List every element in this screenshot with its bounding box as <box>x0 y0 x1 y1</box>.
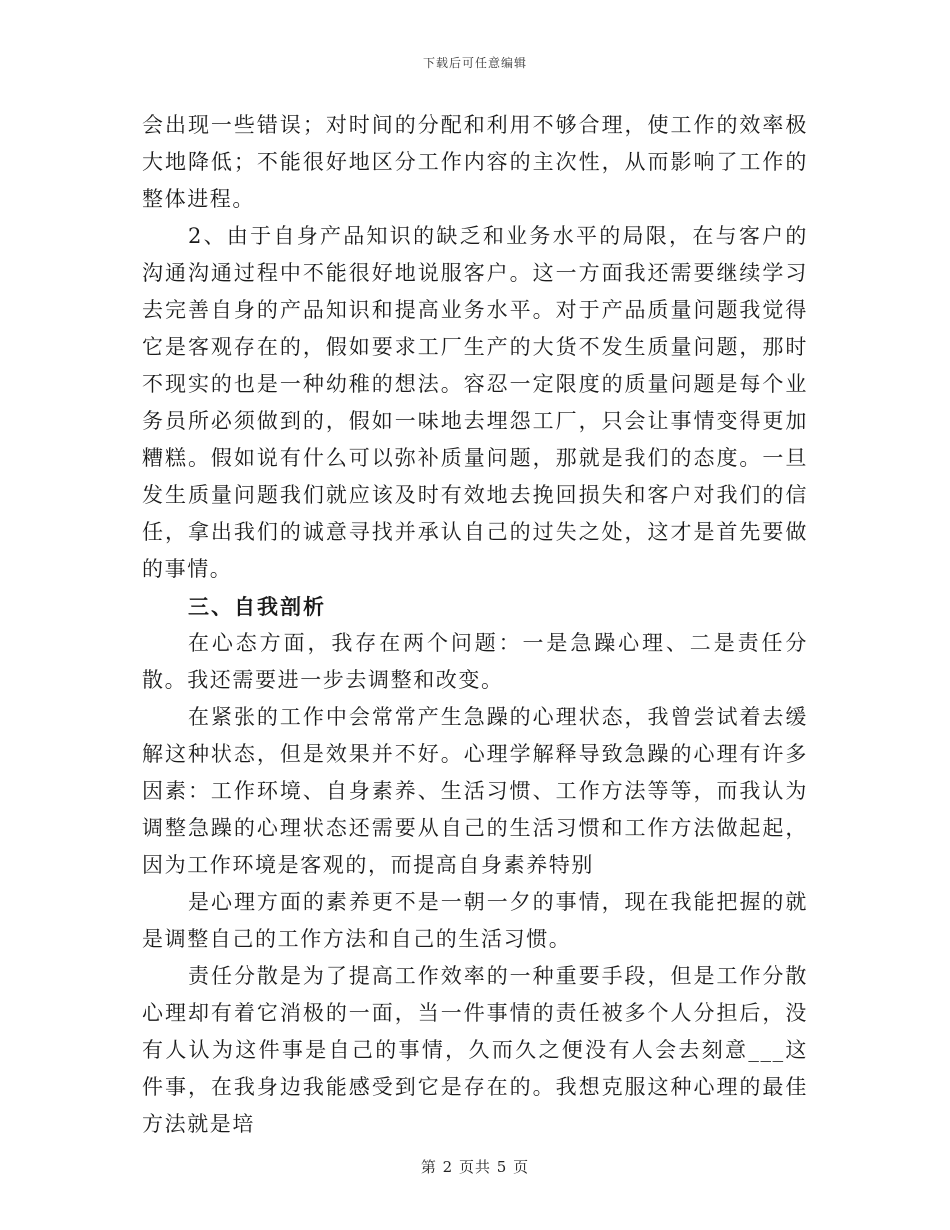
page-footer: 第 2 页共 5 页 <box>420 1158 530 1176</box>
paragraph-impatience: 在紧张的工作中会常常产生急躁的心理状态，我曾尝试着去缓解这种状态，但是效果并不好。心理学解释导致急躁的心理有许多因素：工作环境、自身素养、生活习惯、工作方法等等，而我认为调整急躁的心理状态还需要从自己的生活习惯和工作方法做起起，因为工作环境是客观的，而提高自身素养特别 <box>142 705 808 877</box>
paragraph-responsibility: 责任分散是为了提高工作效率的一种重要手段，但是工作分散心理却有着它消极的一面，当一件事情的责任被多个人分担后，没有人认为这件事是自己的事情，久而久之便没有人会去刻意___这件事，在我身边我能感受到它是存在的。我想克服这种心理的最佳方法就是培 <box>142 964 808 1136</box>
paragraph-mindset: 在心态方面，我存在两个问题：一是急躁心理、二是责任分散。我还需要进一步去调整和改变。 <box>142 631 808 692</box>
section-heading-self-analysis: 三、自我剖析 <box>188 594 326 619</box>
document-body <box>142 107 808 1143</box>
paragraph-item-2: 2、由于自身产品知识的缺乏和业务水平的局限，在与客户的沟通沟通过程中不能很好地说服客户。这一方面我还需要继续学习去完善自身的产品知识和提高业务水平。对于产品质量问题我觉得它是客观存在的，假如要求工厂生产的大货不发生质量问题，那时不现实的也是一种幼稚的想法。容忍一定限度的质量问题是每个业务员所必须做到的，假如一味地去埋怨工厂，只会让事情变得更加糟糕。假如说有什么可以弥补质量问题，那就是我们的态度。一旦发生质量问题我们就应该及时有效地去挽回损失和客户对我们的信任，拿出我们的诚意寻找并承认自己的过失之处，这才是首先要做的事情。 <box>142 224 808 581</box>
paragraph-habits: 是心理方面的素养更不是一朝一夕的事情，现在我能把握的就是调整自己的工作方法和自己的生活习惯。 <box>142 890 808 951</box>
paragraph-continuation: 会出现一些错误；对时间的分配和利用不够合理，使工作的效率极大地降低；不能很好地区分工作内容的主次性，从而影响了工作的整体进程。 <box>142 113 808 211</box>
page-header: 下载后可任意编辑 <box>422 56 527 70</box>
